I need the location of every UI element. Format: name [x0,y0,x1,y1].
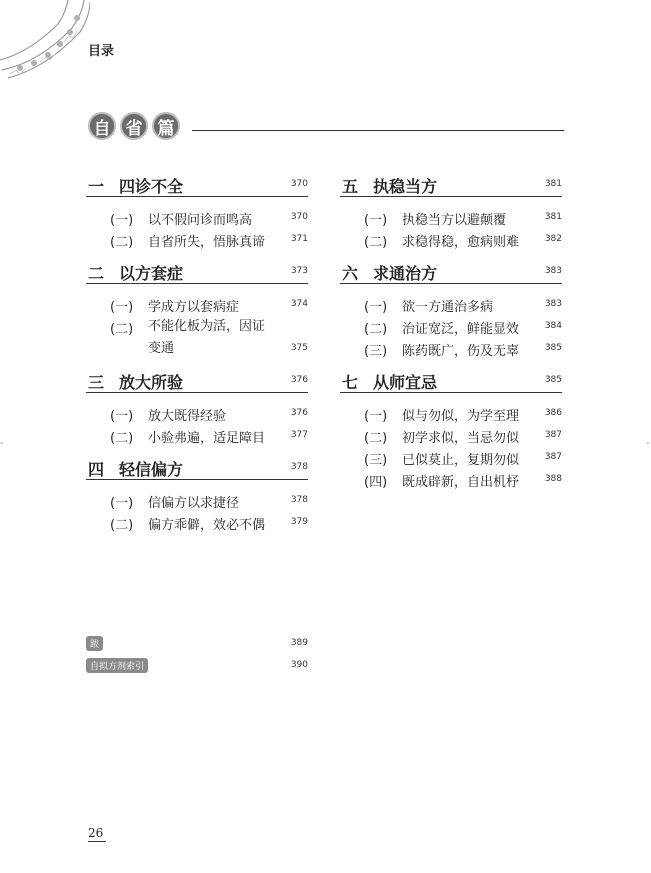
item-page: 377 [290,430,308,440]
item-title: 欲一方通治多病 [402,300,494,315]
toc-chapter[interactable] [340,368,562,393]
item-number: (一) [110,300,134,315]
item-title: 信偏方以求捷径 [148,496,240,511]
toc-item[interactable] [340,229,562,251]
item-number: (二) [364,322,388,337]
item-number: (一) [110,409,134,424]
chapter-page: 376 [290,375,308,385]
item-number: (一) [110,213,134,228]
toc-item[interactable] [86,316,308,360]
item-number: (四) [364,475,388,490]
toc-item[interactable] [86,229,308,251]
item-number: (一) [364,213,388,228]
toc-item[interactable] [340,338,562,360]
chapter-number: 六 [342,264,359,283]
item-title: 不能化板为活，因证变通 [148,319,266,356]
chapter-page: 381 [544,179,562,189]
toc-item[interactable] [86,490,308,512]
item-number: (二) [110,431,134,446]
item-title: 治证宽泛，鲜能显效 [402,322,520,337]
item-page: 388 [544,474,562,484]
toc-item[interactable] [340,425,562,447]
appendix-page: 389 [290,638,308,648]
item-number: (三) [364,453,388,468]
item-page: 375 [290,343,308,353]
chapter-page: 378 [290,462,308,472]
item-title: 初学求似，当忌勿似 [402,431,520,446]
item-title: 偏方乖僻，效必不偶 [148,518,266,533]
item-title: 求稳得稳，愈病则难 [402,235,520,250]
item-page: 379 [290,517,308,527]
chapter-title: 以方套症 [119,264,184,283]
chapter-title: 放大所验 [119,373,184,392]
item-title: 以不假问诊而鸣高 [148,213,253,228]
item-page: 383 [544,299,562,309]
toc-chapter[interactable] [86,455,308,480]
toc-item[interactable] [86,403,308,425]
toc-chapter[interactable] [86,259,308,284]
item-page: 378 [290,495,308,505]
chapter-number: 三 [88,373,105,392]
item-page: 370 [290,212,308,222]
chapter-page: 370 [290,179,308,189]
section-title-rule [192,130,564,131]
item-number: (三) [364,344,388,359]
chapter-page: 373 [290,266,308,276]
item-page: 371 [290,234,308,244]
item-title: 既成辟新，自出机杼 [402,475,520,490]
chapter-title: 四诊不全 [119,177,184,196]
chapter-number: 五 [342,177,359,196]
page-header-title: 目录 [88,44,115,59]
item-number: (二) [364,235,388,250]
item-number: (二) [110,235,134,250]
item-number: (二) [364,431,388,446]
item-page: 376 [290,408,308,418]
item-page: 387 [544,452,562,462]
chapter-title: 从师宜忌 [373,373,438,392]
page-number: 26 [88,826,106,842]
toc-appendix-item[interactable] [86,636,308,652]
item-page: 374 [290,299,308,309]
item-number: (二) [110,322,134,337]
chapter-page: 383 [544,266,562,276]
toc-item[interactable] [86,512,308,534]
chapter-number: 一 [88,177,105,196]
item-title: 陈药既广，伤及无辜 [402,344,520,359]
section-seal: 省 [120,112,148,140]
toc-column-left [86,172,308,534]
item-page: 382 [544,234,562,244]
toc-chapter[interactable] [340,172,562,197]
section-seal: 自 [88,112,116,140]
toc-chapter[interactable] [86,368,308,393]
toc-item[interactable] [86,207,308,229]
item-title: 执稳当方以避颠覆 [402,213,507,228]
item-title: 自省所失，悟脉真谛 [148,235,266,250]
item-title: 学成方以套病症 [148,300,240,315]
toc-item[interactable] [340,469,562,491]
item-number: (一) [364,409,388,424]
toc-item[interactable] [340,403,562,425]
appendix-label: 自拟方剂索引 [86,658,148,673]
appendix-page: 390 [290,660,308,670]
item-page: 384 [544,321,562,331]
chapter-page: 385 [544,375,562,385]
toc-item[interactable] [86,294,308,316]
section-seal: 篇 [152,112,180,140]
item-title: 放大既得经验 [148,409,227,424]
toc-chapter[interactable] [86,172,308,197]
section-title-seals [88,112,180,140]
item-page: 386 [544,408,562,418]
chapter-title: 执稳当方 [373,177,438,196]
item-title: 小验弗遍，适足障目 [148,431,266,446]
crop-mark-left: - [0,438,4,449]
item-page: 387 [544,430,562,440]
item-page: 385 [544,343,562,353]
item-number: (一) [110,496,134,511]
toc-item[interactable] [340,207,562,229]
crop-mark-right: - [646,438,650,449]
toc-item[interactable] [340,316,562,338]
corner-ornament-icon [0,0,90,80]
toc-item[interactable] [340,447,562,469]
item-number: (一) [364,300,388,315]
chapter-number: 七 [342,373,359,392]
toc-appendix-item[interactable] [86,658,308,674]
appendix-label: 跋 [86,636,103,651]
item-page: 381 [544,212,562,222]
chapter-title: 求通治方 [373,264,438,283]
item-title: 已似莫止，复期勿似 [402,453,520,468]
item-number: (二) [110,518,134,533]
toc-item[interactable] [340,294,562,316]
chapter-title: 轻信偏方 [119,460,184,479]
chapter-number: 二 [88,264,105,283]
toc-item[interactable] [86,425,308,447]
chapter-number: 四 [88,460,105,479]
toc-column-right [340,172,562,491]
toc-chapter[interactable] [340,259,562,284]
item-title: 似与勿似，为学至理 [402,409,520,424]
